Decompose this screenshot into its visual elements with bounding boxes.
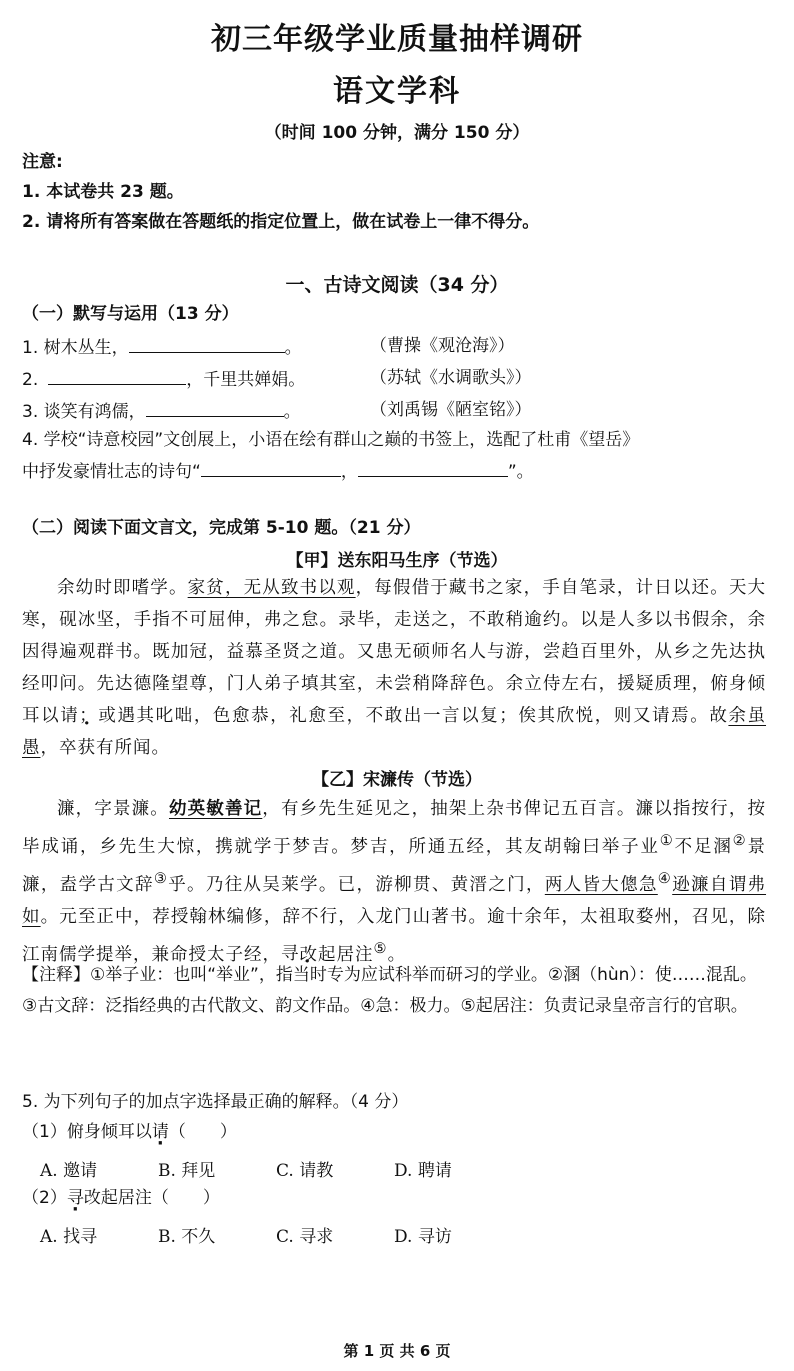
notice-label: 注意:: [22, 152, 63, 172]
yi-text: ，有乡先生延见之，抽架上杂书俾记五百言。濂以指按行，按毕成诵，乡先生大惊，携就学于梦吉。梦吉，所通五经，其友胡翰曰举子业: [22, 799, 767, 857]
yi-text: 。: [387, 944, 407, 965]
jia-text: 余幼时即嗜学。: [57, 578, 188, 598]
question-1: [22, 334, 302, 360]
yi-passage: [22, 793, 766, 970]
yi-text: 改起居注: [299, 944, 374, 965]
option-c[interactable]: C. 请教: [276, 1161, 334, 1181]
notice-item-2: 2. 请将所有答案做在答题纸的指定位置上，做在试卷上一律不得分。: [22, 212, 540, 232]
annotations: 【注释】①举子业：也叫“举业”，指当时专为应试科举而研习的学业。②溷（hùn）：使……混乱。③古文辞：泛指经典的古代散文、韵文作品。④急：极力。⑤起居注：负责记录皇帝言行的官职。: [22, 965, 757, 1016]
page-number: 第 1 页 共 6 页: [343, 1342, 451, 1360]
q3-blank[interactable]: [146, 398, 284, 417]
question-2: [22, 366, 305, 392]
q5-sub2-options: [40, 1222, 512, 1247]
q1-text: 1. 树木丛生，: [22, 338, 129, 358]
note-ref-3: ③: [153, 869, 169, 887]
note-ref-4: ④: [657, 869, 673, 887]
question-4-line1: 4. 学校“诗意校园”文创展上，小语在绘有群山之巅的书签上，选配了杜甫《望岳》: [22, 430, 640, 450]
q2-num: 2.: [22, 370, 39, 390]
q5-sub2-bracket[interactable]: 改起居注（ ）: [83, 1188, 220, 1208]
q4-end: ”。: [507, 462, 534, 482]
yi-text: 濂，字景濂。: [57, 799, 169, 819]
yi-text: 景濂，盍学古文辞: [22, 836, 767, 895]
section1-title: 一、古诗文阅读（34 分）: [285, 274, 509, 296]
question-3: [22, 398, 301, 424]
jia-underline-2: 余虽愚: [22, 706, 767, 758]
q3-source: （刘禹锡《陋室铭》）: [370, 400, 532, 420]
q4-blank-2[interactable]: [358, 458, 508, 477]
note-ref-1: ①: [659, 832, 675, 849]
jia-passage: [22, 572, 766, 764]
q5-sub2-dotted-char: 寻: [66, 1188, 84, 1208]
q1-blank[interactable]: [129, 334, 285, 353]
q4-text: 中抒发豪情壮志的诗句“: [22, 462, 201, 482]
notice-item-1: 1. 本试卷共 23 题。: [22, 182, 184, 202]
q5-sub1-bracket[interactable]: （ ）: [168, 1122, 237, 1142]
yi-text: 乎。乃往从吴莱学。已，游柳贯、黄溍之门，: [168, 874, 545, 895]
yi-text: 。元至正中，荐授翰林编修，辞不行，入龙门山著书。逾十余年，太祖取婺州，召见，除江南儒学提举，兼命授太子经，: [22, 906, 767, 965]
exam-title: 初三年级学业质量抽样调研: [211, 22, 583, 57]
jia-text: ，每假借于藏书之家，手自笔录，计日以还。天大寒，砚冰坚，手指不可屈伸，弗之怠。录毕，走送之，不敢稍逾约。以是人多以书假余，余因得遍观群书。既加冠，益慕圣贤之道。又患无硕师名人与游，尝趋百里外，从乡之先达执经叩问。先达德隆望尊，门人弟子填其室，未尝稍降辞色。余立侍左右，援疑质理，俯身倾耳以: [22, 578, 767, 726]
jia-dotted-char: 请: [60, 706, 80, 726]
q1-end: 。: [284, 338, 302, 358]
q4-blank-1[interactable]: [201, 458, 341, 477]
option-a[interactable]: A. 找寻: [40, 1227, 98, 1247]
note-ref-5: ⑤: [373, 939, 388, 957]
jia-underline-1: 家贫，无从致书以观: [187, 578, 356, 598]
option-a[interactable]: A. 邀请: [40, 1161, 98, 1181]
jia-text: ；或遇其叱咄，色愈恭，礼愈至，不敢出一言以复；俟其欣悦，则又请焉。故: [79, 706, 729, 726]
option-d[interactable]: D. 寻访: [394, 1227, 452, 1247]
part1-title: （一）默写与运用（13 分）: [22, 304, 239, 324]
option-b[interactable]: B. 拜见: [158, 1161, 216, 1181]
q5-sub2: [22, 1186, 220, 1210]
q5-sub1-options: [40, 1156, 512, 1181]
q2-source: （苏轼《水调歌头》）: [370, 368, 532, 388]
jia-text: ，卒获有所闻。: [40, 738, 170, 758]
jia-title: 【甲】送东阳马生序（节选）: [286, 551, 508, 571]
yi-title: 【乙】宋濂传（节选）: [312, 770, 482, 790]
q4-comma: ，: [340, 462, 358, 482]
q5-sub1-text: （1）俯身倾耳以: [22, 1122, 152, 1142]
q1-source: （曹操《观沧海》）: [370, 336, 515, 356]
question-4-line2: [22, 458, 534, 484]
q2-text: ，千里共婵娟。: [186, 370, 306, 390]
yi-underline-1: 幼英敏善记: [168, 799, 263, 819]
q5-sub1-dotted-char: 请: [151, 1122, 169, 1142]
yi-underline-3: 逊濂自谓弗如: [22, 874, 767, 927]
option-c[interactable]: C. 寻求: [276, 1227, 334, 1247]
q3-end: 。: [283, 402, 301, 422]
exam-subject: 语文学科: [333, 74, 461, 109]
q5-sub2-text: （2）: [22, 1188, 67, 1208]
q2-blank[interactable]: [48, 366, 186, 385]
part2-title: （二）阅读下面文言文，完成第 5-10 题。（21 分）: [22, 518, 421, 538]
note-ref-2: ②: [732, 832, 748, 849]
q3-text: 3. 谈笑有鸿儒，: [22, 402, 146, 422]
q5-sub1: [22, 1120, 237, 1144]
option-d[interactable]: D. 聘请: [394, 1161, 452, 1181]
time-note: （时间 100 分钟，满分 150 分）: [264, 123, 530, 143]
yi-underline-2: 两人皆大傯急: [544, 874, 658, 895]
yi-text: 不足溷: [674, 836, 733, 857]
option-b[interactable]: B. 不久: [158, 1227, 216, 1247]
yi-dotted-char: 寻: [281, 944, 300, 965]
q5-stem: 5. 为下列句子的加点字选择最正确的解释。（4 分）: [22, 1092, 409, 1112]
